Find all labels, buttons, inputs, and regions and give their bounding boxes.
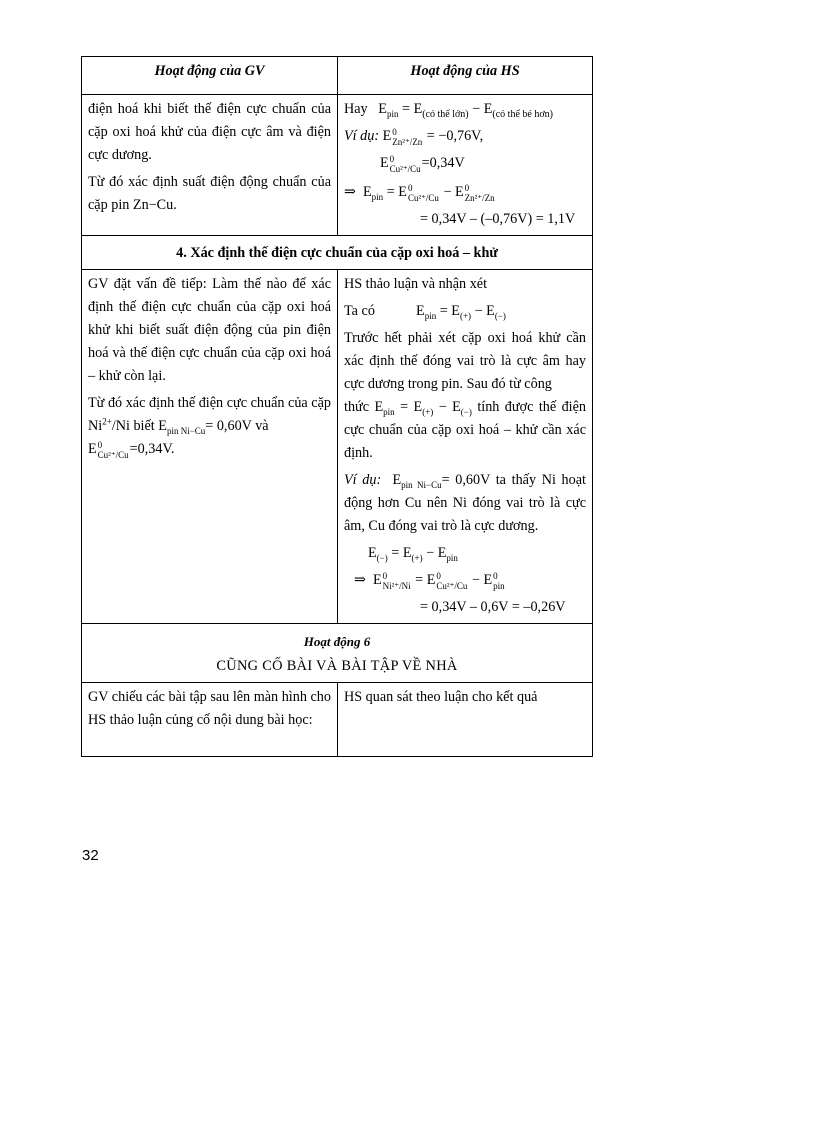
hs-example: Ví dụ: $E_{pin Ni-Cu}= 0,60V$ ta thấy Ni hoạt động hơn Cu nên Ni đóng vai trò là cực âm, Cu đóng vai trò là cực dương. <box>344 472 586 534</box>
emf-formula: Hay $E_{pin} = E_{(có thế lớn)} - E_{(có thế bé hơn)}$ <box>344 101 553 120</box>
calc-result: = 0,34V – (–0,76V) = 1,1V <box>420 211 576 227</box>
row-review <box>82 683 593 757</box>
example-cu: E 0 Cu²⁺/Cu =0,34V <box>380 153 465 174</box>
activity-subtitle: CŨNG CỐ BÀI VÀ BÀI TẬP VỀ NHÀ <box>216 658 458 674</box>
page-number: 32 <box>82 847 99 864</box>
hs-text: Trước hết phải xét cặp oxi hoá khử cần xác định thế đóng vai trò là cực âm hay cực dương trong pin. Sau đó từ công <box>344 330 586 392</box>
header-hs: Hoạt động của HS <box>338 57 593 95</box>
header-gv: Hoạt động của GV <box>82 57 338 95</box>
gv-text: điện hoá khi biết thế điện cực chuẩn của cặp oxi hoá khử của điện cực âm và điện cực dương. <box>88 101 331 163</box>
example-zn: Ví dụ: E 0 Zn²⁺/Zn = −0,76V, <box>344 126 484 147</box>
activity-title: Hoạt động 6 <box>303 634 371 649</box>
lesson-table <box>81 56 593 757</box>
calc-line: ⇒ $E_{pin} = E$ 0 Cu²⁺/Cu − E 0 Zn²⁺/Zn <box>344 182 495 203</box>
ni-result: = 0,34V – 0,6V = –0,26V <box>420 599 566 615</box>
emf-def: Ta có $E_{pin} = E_{(+)} - E_{(-)}$ <box>344 303 506 321</box>
hs-cell-2 <box>338 270 593 624</box>
ni-calc: ⇒ E 0 Ni²⁺/Ni = E 0 Cu²⁺/Cu − E 0 pin <box>354 570 505 591</box>
hs-text: thức $E_{pin} = E_{(+)} - E_{(-)}$ tính được thế điện cực chuẩn của cặp oxi hoá – khử cần xác định. <box>344 399 587 461</box>
gv-cell-2 <box>82 270 338 624</box>
gv-cell-3: GV chiếu các bài tập sau lên màn hình cho HS thảo luận củng cố nội dung bài học: <box>82 683 338 757</box>
table-header-row <box>82 57 593 95</box>
hs-text: HS thảo luận và nhận xét <box>344 276 488 292</box>
row-pin-emf <box>82 95 593 236</box>
activity-6-heading <box>82 624 593 683</box>
row-electrode-potential <box>82 270 593 624</box>
neg-electrode-formula: $E_{(-)} = E_{(+)} - E_{pin}$ <box>368 545 458 563</box>
gv-text: GV đặt vấn đề tiếp: Làm thế nào để xác định thế điện cực chuẩn của cặp oxi hoá khử khi biết suất điện động của pin điện hoá và thế điện cực chuẩn của cặp oxi hoá – khử còn lại. <box>88 276 331 384</box>
section-4-heading: 4. Xác định thế điện cực chuẩn của cặp oxi hoá – khử <box>82 236 593 270</box>
activity-6-row <box>82 624 593 683</box>
gv-text: Từ đó xác định suất điện động chuẩn của cặp pin Zn−Cu. <box>88 174 331 213</box>
gv-cell-1 <box>82 95 338 236</box>
hs-cell-3: HS quan sát theo luận cho kết quả <box>338 683 593 757</box>
gv-text: Từ đó xác định thế điện cực chuẩn của cặp $Ni^{2+}/Ni$ biết $E_{pin Ni-Cu}= 0,60V$ và E 0 Cu²⁺/Cu =0,34V. <box>88 395 331 460</box>
hs-cell-1 <box>338 95 593 236</box>
section-4-row <box>82 236 593 270</box>
